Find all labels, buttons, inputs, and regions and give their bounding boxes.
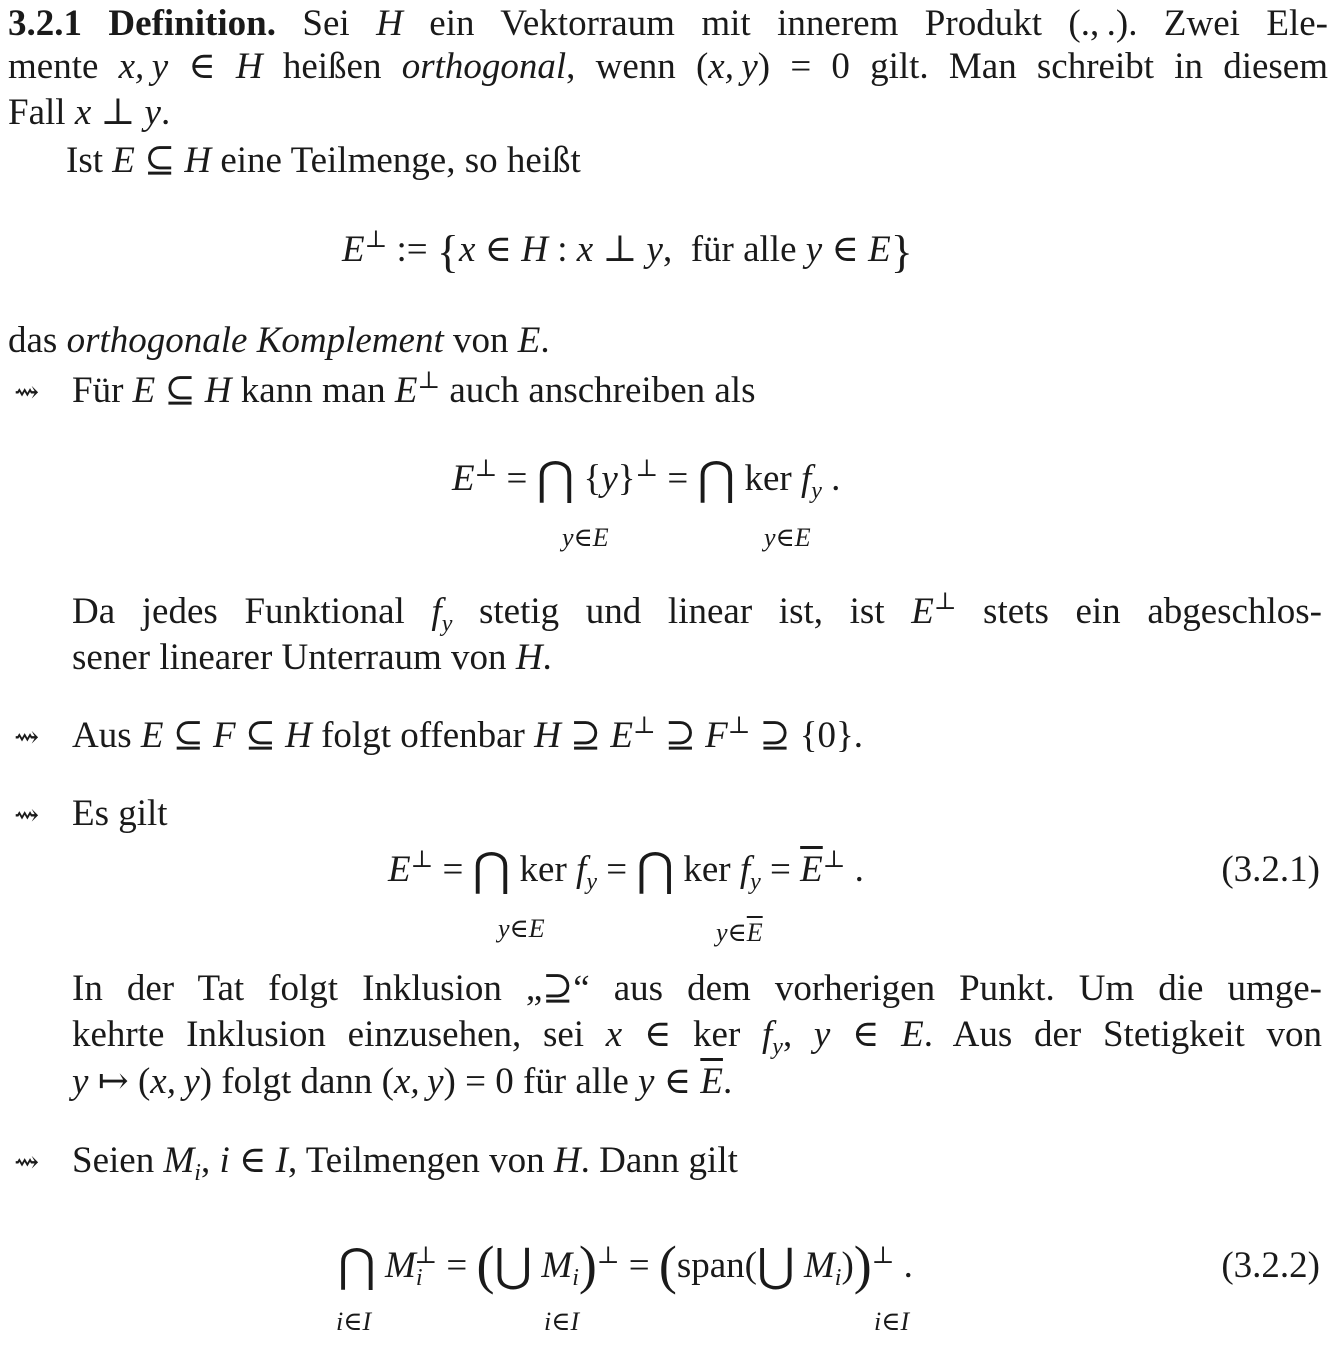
bullet-3-after-line-1: In der Tat folgt Inklusion „⊇“ aus dem vorherigen Punkt. Um die umge-: [72, 968, 1322, 1009]
definition-line-3: Fall x ⊥ y.: [8, 92, 171, 133]
equation-union-span: ⋂ $M_i^\perp$ = (⋃ $M_i)^\perp$ = (span(⋃ $M_i))^\perp$ .: [338, 1235, 913, 1295]
equation-intersection-kernels: E⊥ = ⋂ {y}⊥ = ⋂ ker $f_y$ .: [452, 453, 841, 504]
equation-number: (3.2.2): [1221, 1245, 1320, 1286]
limit-label: i∈I: [336, 1307, 372, 1336]
limit-label: y∈E: [562, 523, 609, 552]
limit-label: y∈E: [498, 914, 545, 943]
definition-line-1: 3.2.1 Definition. Sei H ein Vektorraum mit innerem Produkt (., .). Zwei Ele-: [8, 3, 1328, 44]
definition-line-4: Ist E ⊆ H eine Teilmenge, so heißt: [66, 140, 581, 181]
equation-orthogonal-complement: E⊥ := {x ∈ H : x ⊥ y, für alle y ∈ E}: [342, 226, 913, 277]
bullet-arrow-icon: ⇝: [14, 721, 40, 754]
bullet-arrow-icon: ⇝: [14, 376, 40, 409]
limit-label: y∈E: [764, 523, 811, 552]
bullet-4-text: Seien $M_i$, i ∈ I, Teilmengen von H. Dann gilt: [72, 1140, 738, 1186]
definition-line-2: mente x, y ∈ H heißen orthogonal, wenn (x, y) = 0 gilt. Man schreibt in diesem: [8, 46, 1329, 87]
bullet-1-after-line-1: Da jedes Funktional $f_y$ stetig und linear ist, ist E⊥ stets ein abgeschlos-: [72, 589, 1322, 637]
equation-closure: E⊥ = ⋂ ker $f_y$ = ⋂ ker $f_y = \overline{E}^\perp$ .: [388, 844, 864, 895]
definition-heading: 3.2.1 Definition.: [8, 3, 276, 44]
bullet-arrow-icon: ⇝: [14, 1146, 40, 1179]
limit-label: i∈I: [874, 1307, 910, 1336]
bullet-1-text: Für E ⊆ H kann man E⊥ auch anschreiben als: [72, 368, 756, 411]
limit-label: $y\in\overline{E}$: [716, 918, 763, 947]
bullet-1-after-line-2: sener linearer Unterraum von H.: [72, 637, 552, 678]
definition-line-5: das orthogonale Komplement von E.: [8, 320, 550, 361]
bullet-3-after-line-3: y ↦ (x, y) folgt dann (x, y) = 0 für alle y ∈ $\overline{E}$.: [72, 1061, 733, 1102]
bullet-2-text: Aus E ⊆ F ⊆ H folgt offenbar H ⊇ E⊥ ⊇ F⊥ ⊇ {0}.: [72, 713, 864, 756]
bullet-arrow-icon: ⇝: [14, 799, 40, 832]
bullet-3-after-line-2: kehrte Inklusion einzusehen, sei x ∈ ker $f_y$, y ∈ E. Aus der Stetigkeit von: [72, 1014, 1322, 1060]
bullet-3-text: Es gilt: [72, 793, 168, 834]
equation-number: (3.2.1): [1221, 849, 1320, 890]
limit-label: i∈I: [544, 1307, 580, 1336]
